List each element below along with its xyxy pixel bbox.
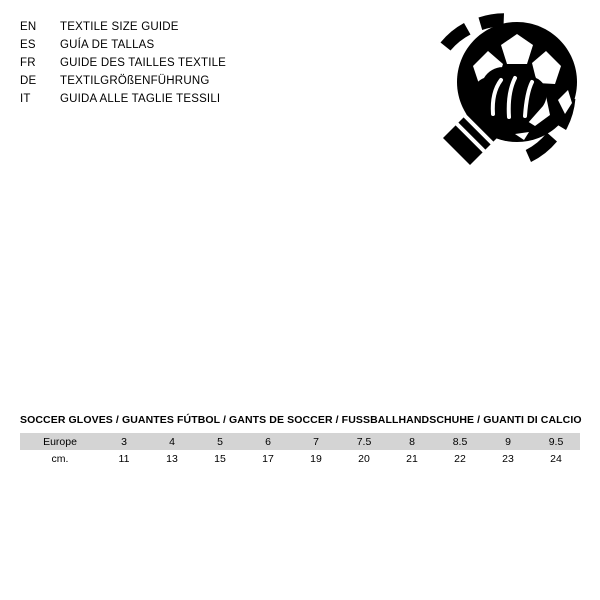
row-label-europe: Europe [20,433,100,450]
language-row-it [20,90,226,108]
soccer-glove-and-ball-illustration [400,4,590,194]
cell-cm-1: 11 [100,450,148,467]
language-title-list [20,18,226,108]
cell-cm-6: 20 [340,450,388,467]
language-row-en [20,18,226,36]
language-code-it: IT [20,93,31,105]
language-code-en: EN [20,21,37,33]
language-title-de: TEXTILGRÖßENFÜHRUNG [60,75,210,87]
size-table [20,433,580,467]
cell-cm-2: 13 [148,450,196,467]
language-row-de [20,72,226,90]
cell-europe-1: 3 [100,433,148,450]
cell-cm-5: 19 [292,450,340,467]
table-row [20,433,580,450]
cell-europe-10: 9.5 [532,433,580,450]
cell-cm-3: 15 [196,450,244,467]
cell-europe-2: 4 [148,433,196,450]
cell-europe-6: 7.5 [340,433,388,450]
language-row-fr [20,54,226,72]
language-code-de: DE [20,75,37,87]
cell-europe-3: 5 [196,433,244,450]
cell-europe-7: 8 [388,433,436,450]
language-code-es: ES [20,39,36,51]
cell-europe-5: 7 [292,433,340,450]
row-label-cm: cm. [20,450,100,467]
cell-europe-9: 9 [484,433,532,450]
cell-cm-8: 22 [436,450,484,467]
language-code-fr: FR [20,57,36,69]
cell-cm-9: 23 [484,450,532,467]
cell-cm-4: 17 [244,450,292,467]
language-title-en: TEXTILE SIZE GUIDE [60,21,179,33]
size-table-caption: SOCCER GLOVES / GUANTES FÚTBOL / GANTS DE SOCCER / FUSSBALLHANDSCHUHE / GUANTI DI CALCIO [20,414,582,426]
language-title-es: GUÍA DE TALLAS [60,39,155,51]
language-row-es [20,36,226,54]
size-table-block [20,414,580,467]
cell-europe-8: 8.5 [436,433,484,450]
cell-cm-7: 21 [388,450,436,467]
cell-cm-10: 24 [532,450,580,467]
language-title-fr: GUIDE DES TAILLES TEXTILE [60,57,227,69]
table-row [20,450,580,467]
language-title-it: GUIDA ALLE TAGLIE TESSILI [60,93,221,105]
cell-europe-4: 6 [244,433,292,450]
